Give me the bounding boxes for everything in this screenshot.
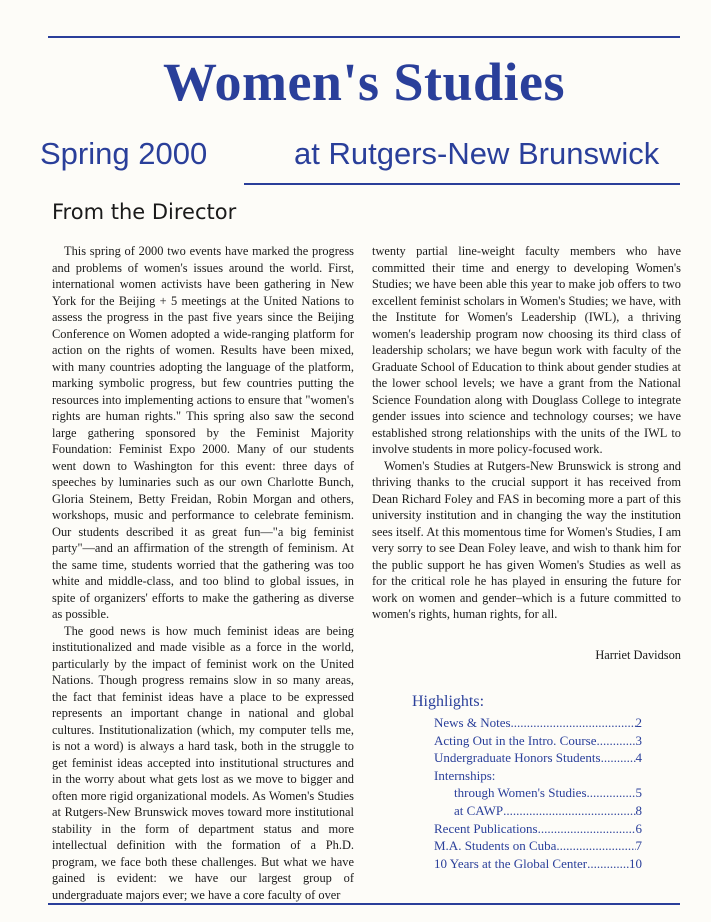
bottom-rule	[48, 903, 680, 905]
article-paragraph: twenty partial line-weight faculty members who have committed their time and energy to developing Women's Studies; we have been able this year to make job offers to two excellent feminist scholars in Women's Studies; we have, with the Institute for Women's Leadership (IWL), a thriving women's leadership program now choosing its third class of leadership scholars; we have begun work with faculty of the Graduate School of Education to think about gender studies at the lower school levels; we have a grant from the National Science Foundation along with Douglass College to integrate gender issues into science and technology courses; we have established strong relationships with the units of the IWL to involve students in more policy-focused work.	[372, 244, 681, 456]
highlights-title: Highlights:	[412, 693, 485, 710]
highlight-page-number: 7	[635, 838, 642, 854]
newsletter-title: Women's Studies	[162, 52, 566, 112]
issue-location: at Rutgers-New Brunswick	[294, 136, 660, 171]
author-signature: Harriet Davidson	[595, 648, 681, 662]
dot-leader	[587, 784, 636, 802]
highlight-label: through Women's Studies	[454, 785, 587, 801]
highlight-item[interactable]	[434, 784, 642, 802]
highlight-page-number: 8	[635, 802, 642, 818]
dot-leader	[503, 802, 635, 820]
highlight-label: Recent Publications	[434, 820, 538, 836]
article-paragraph: The good news is how much feminist ideas are being institutionalized and made visible as a force in the world, particularly by the impact of feminist work on the United Nations. Though progress remains slow in so many areas, the fact that feminist ideas have a place to be expressed represents an important change in national and global cultures. Institutionalization (which, my computer tells me, is not a word) is always a hard task, both in the struggle to get feminist ideas accepted into institutional structures and in the worry about what gets lost as we move to bigger and often more rigid organizational models. As Women's Studies at Rutgers-New Brunswick moves toward more institutional stability in the form of department status and more intellectual definition with the formation of a Ph.D. program, we face both these challenges. But what we have gained is evident: we have our largest group of undergraduate majors ever; we have a core faculty of over	[52, 623, 354, 902]
highlight-item[interactable]	[434, 820, 642, 838]
article-right-column	[372, 243, 681, 623]
dot-leader	[556, 837, 635, 855]
highlight-item[interactable]	[434, 749, 642, 767]
section-heading: From the Director	[52, 200, 237, 224]
dot-leader	[596, 732, 635, 750]
dot-leader	[587, 855, 629, 873]
highlight-label: M.A. Students on Cuba	[434, 838, 557, 854]
dot-leader	[511, 714, 636, 732]
issue-season: Spring 2000	[40, 136, 208, 171]
highlight-item[interactable]	[434, 802, 642, 820]
highlight-label: News & Notes	[434, 715, 511, 730]
highlight-label: 10 Years at the Global Center	[434, 855, 588, 871]
highlight-label: Internships:	[434, 767, 496, 783]
article-paragraph: This spring of 2000 two events have marked the progress and problems of women's issues around the world. First, international women activists have been gathering in New York for the Beijing + 5 meetings at the United Nations to assess the progress in the past five years since the Beijing Conference on Women adopted a wide-ranging platform for action on the rights of women. Results have been mixed, with many countries adopting the language of the platform, marking symbolic progress, but few countries putting the resources into implementing actions to ensure that "women's rights are human rights." This spring also saw the second large gathering sponsored by the Feminist Majority Foundation: Feminist Expo 2000. Many of our students went down to Washington for this event: three days of speeches by luminaries such as our own Charlotte Bunch, Gloria Steinem, Betty Freidan, Robin Morgan and others, workshops, music and performance to celebrate feminism. Our students described it as great fun—"a big feminist party"—and an affirmation of the strength of feminism. At the same time, students worried that the gathering was too white and middle-class, and too blind to global issues, in spite of organizers' efforts to make the gathering as diverse as possible.	[52, 244, 354, 621]
masthead-rule	[244, 183, 680, 185]
highlight-page-number: 10	[629, 855, 642, 871]
dot-leader	[601, 749, 636, 767]
highlight-item[interactable]	[434, 732, 642, 750]
highlight-page-number: 4	[635, 750, 642, 766]
highlight-label: at CAWP	[454, 802, 504, 818]
highlight-page-number: 6	[635, 820, 642, 836]
highlight-page-number: 3	[635, 732, 642, 748]
highlight-label: Acting Out in the Intro. Course	[434, 732, 597, 748]
highlight-item[interactable]	[434, 767, 642, 785]
highlight-item[interactable]	[434, 714, 642, 732]
highlight-item[interactable]	[434, 837, 642, 855]
article-left-column	[52, 243, 354, 903]
highlight-page-number: 2	[635, 715, 642, 730]
highlights-box	[412, 693, 642, 872]
highlight-label: Undergraduate Honors Students	[434, 750, 601, 766]
highlight-item[interactable]	[434, 855, 642, 873]
dot-leader	[538, 820, 636, 838]
highlight-page-number: 5	[635, 785, 642, 801]
article-paragraph: Women's Studies at Rutgers-New Brunswick is strong and thriving thanks to the crucial support it has received from Dean Richard Foley and FAS in becoming more a part of this university institution and in changing the way the institution sees itself. At this momentous time for Women's Studies, I am very sorry to see Dean Foley leave, and wish to thank him for the public support he has given Women's Studies as well as for the critical role he has played in ensuring the future for work on women and gender–which is a future committed to women's rights, human rights, for all.	[372, 458, 681, 621]
highlights-list	[434, 714, 642, 872]
top-rule	[48, 36, 680, 38]
